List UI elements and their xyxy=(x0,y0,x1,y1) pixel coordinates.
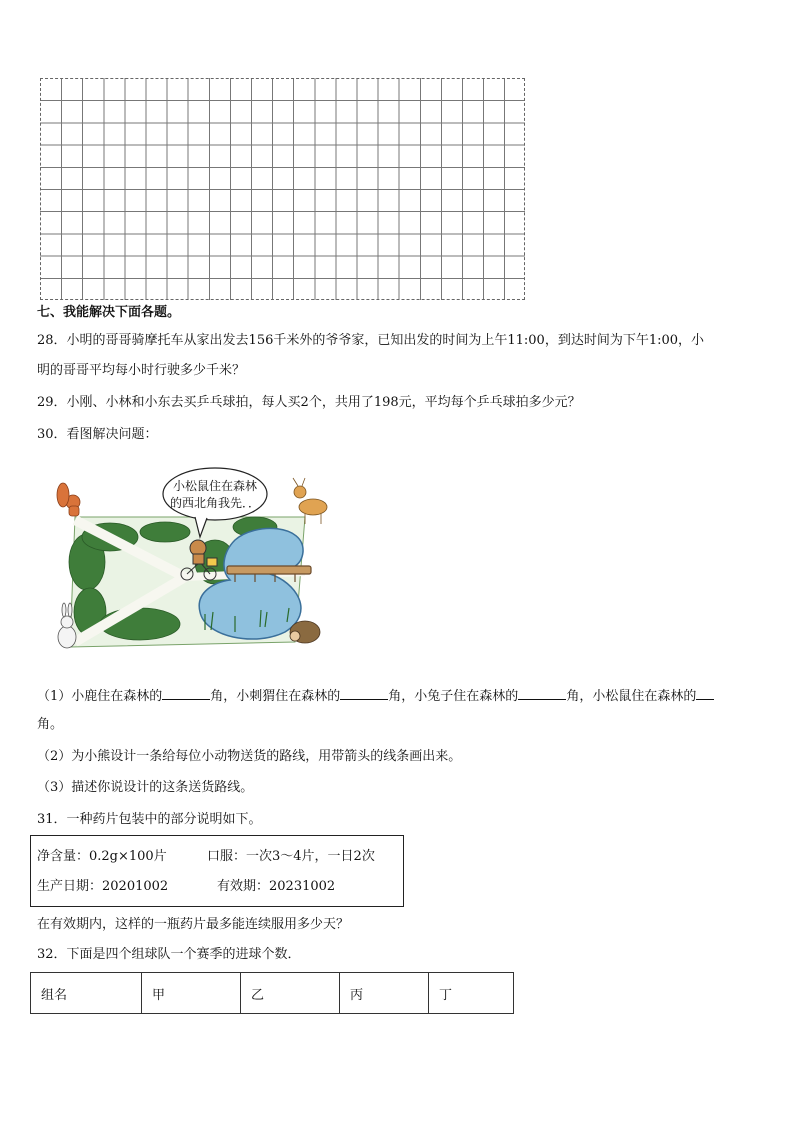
sub-1-part-c: 角，小兔子住在森林的 xyxy=(388,689,519,704)
section-heading: 七、我能解决下面各题。 xyxy=(37,305,181,320)
hedgehog xyxy=(290,621,320,643)
question-30-sub-1-end: 角。 xyxy=(37,717,64,732)
squirrel xyxy=(57,483,80,516)
table-row xyxy=(31,973,514,1014)
goals-table xyxy=(30,972,514,1014)
question-32-title: 32．下面是四个组球队一个赛季的进球个数． xyxy=(37,947,301,962)
answer-blank-hedgehog[interactable] xyxy=(340,686,388,700)
bubble-text-line-2: 的西北角我先．． xyxy=(169,496,261,510)
question-30-sub-3: （3）描述你说设计的这条送货路线。 xyxy=(37,780,254,795)
medicine-label-box xyxy=(30,835,404,907)
dosage: 口服：一次3～4片，一日2次 xyxy=(207,849,375,864)
question-31-question: 在有效期内，这样的一瓶药片最多能连续服用多少天？ xyxy=(37,917,350,932)
answer-blank-squirrel[interactable] xyxy=(696,686,714,700)
question-29: 29．小刚、小林和小东去买乒乓球拍，每人买2个，共用了198元，平均每个乒乓球拍多少元？ xyxy=(37,395,581,410)
table-header-cell: 丁 xyxy=(429,973,514,1014)
question-30-sub-1 xyxy=(37,686,714,706)
question-30-title: 30．看图解决问题： xyxy=(37,427,158,442)
table-header-cell: 乙 xyxy=(241,973,340,1014)
bubble-text-line-1: 小松鼠住在森林 xyxy=(172,479,258,493)
speech-bubble xyxy=(163,468,267,520)
forest-map-illustration xyxy=(55,462,345,660)
question-28-line-1: 28．小明的哥哥骑摩托车从家出发去156千米外的爷爷家，已知出发的时间为上午11:00，到达时间为下午1:00，小 xyxy=(37,333,705,348)
sub-1-part-d: 角，小松鼠住在森林的 xyxy=(566,689,697,704)
production-date: 生产日期：20201002 xyxy=(37,879,169,894)
sub-1-part-a: （1）小鹿住在森林的 xyxy=(37,689,163,704)
sub-1-part-b: 角，小刺猬住在森林的 xyxy=(210,689,341,704)
table-header-cell: 丙 xyxy=(340,973,429,1014)
table-header-cell: 组名 xyxy=(31,973,142,1014)
expiry-date: 有效期：20231002 xyxy=(217,879,336,894)
question-30-sub-2: （2）为小熊设计一条给每位小动物送货的路线，用带箭头的线条画出来。 xyxy=(37,749,462,764)
answer-grid xyxy=(40,78,525,300)
net-content: 净含量：0.2g×100片 xyxy=(37,849,167,864)
answer-blank-deer[interactable] xyxy=(162,686,210,700)
question-31-title: 31．一种药片包装中的部分说明如下。 xyxy=(37,812,262,827)
question-28-line-2: 明的哥哥平均每小时行驶多少千米？ xyxy=(37,363,246,378)
answer-blank-rabbit[interactable] xyxy=(518,686,566,700)
table-header-cell: 甲 xyxy=(142,973,241,1014)
